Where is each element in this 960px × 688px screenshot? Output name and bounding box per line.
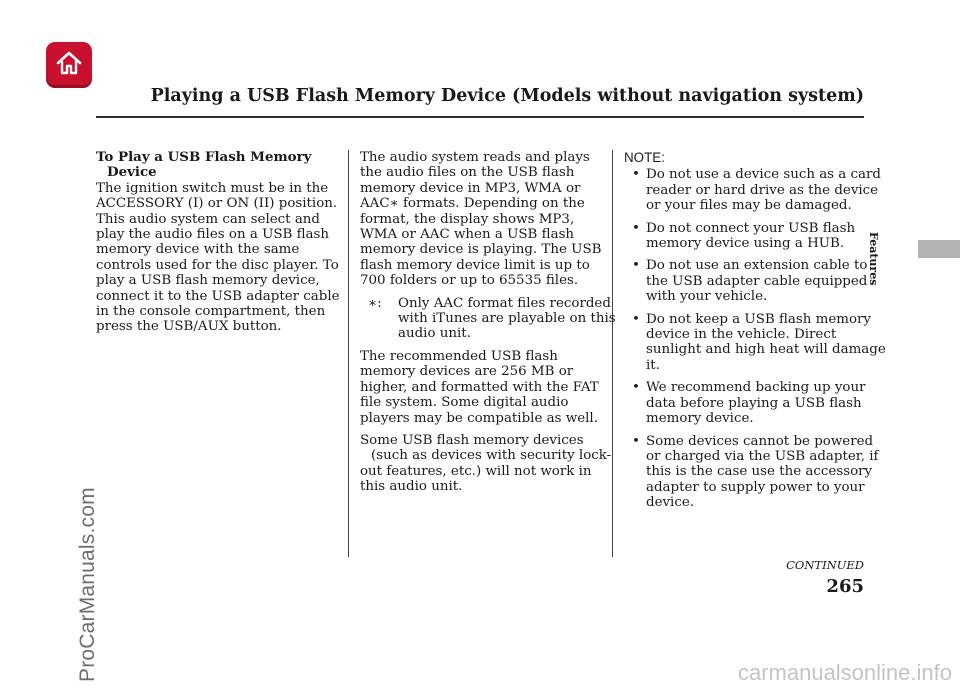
column-1	[96, 150, 340, 335]
note-item: • We recommend backing up your data before playing a USB flash memory device.	[632, 380, 866, 427]
recommended-paragraph: The recommended USB flash memory devices are 256 MB or higher, and formatted with the FAT file system. Some digital audio players may be compatible as well.	[360, 348, 599, 426]
bottom-watermark: carmanualsonline.info	[737, 660, 952, 685]
footnote-mark: ∗:	[368, 295, 382, 311]
page-title: Playing a USB Flash Memory Device (Models without navigation system)	[150, 86, 864, 106]
bullet-icon: •	[632, 433, 640, 449]
note-label: NOTE:	[624, 150, 665, 165]
section-heading: To Play a USB Flash Memory Device	[96, 149, 312, 181]
section-tab[interactable]	[918, 240, 960, 258]
note-item: • Do not connect your USB flash memory device using a HUB.	[632, 220, 856, 252]
column-divider	[348, 150, 349, 557]
note-item: • Do not use a device such as a card reader or hard drive as the device or your files may be damaged.	[632, 167, 882, 214]
section-tab-label: Features	[867, 232, 880, 286]
column-3	[624, 150, 886, 518]
side-watermark: ProCarManuals.com	[76, 487, 99, 682]
bullet-icon: •	[632, 380, 640, 396]
note-item: • Some devices cannot be powered or charged via the USB adapter, if this is the case use the accessory adapter to supply power to your device.	[632, 433, 879, 511]
format-paragraph: The audio system reads and plays the audio files on the USB flash memory device in MP3, WMA or AAC∗ formats. Depending on the format, the display shows MP3, WMA or AAC when a USB flash memory device is playing. The USB flash memory device limit is up to 700 folders or up to 65535 files.	[360, 150, 602, 289]
bullet-icon: •	[632, 311, 640, 327]
page-number: 265	[826, 576, 864, 597]
column-2	[360, 150, 616, 502]
compatibility-paragraph: Some USB flash memory devices (such as devices with security lock- out features, etc.) will not work in this audio unit.	[360, 432, 612, 495]
home-icon	[55, 50, 83, 80]
note-item: • Do not use an extension cable to the USB adapter cable equipped with your vehicle.	[632, 258, 868, 305]
bullet-icon: •	[632, 220, 640, 236]
title-rule	[96, 116, 864, 118]
continued-label: CONTINUED	[786, 558, 864, 572]
instruction-paragraph: The ignition switch must be in the ACCESSORY (I) or ON (II) position. This audio system can select and play the audio files on a USB flash memory device with the same controls used for the disc player. To play a USB flash memory device, connect it to the USB adapter cable in the console compartment, then press the USB/AUX button.	[96, 180, 340, 335]
note-item: • Do not keep a USB flash memory device in the vehicle. Direct sunlight and high heat will damage it.	[632, 311, 886, 373]
footnote: ∗: Only AAC format files recorded with iTunes are playable on this audio unit.	[368, 295, 616, 342]
home-button[interactable]	[46, 42, 92, 88]
bullet-icon: •	[632, 258, 640, 274]
bullet-icon: •	[632, 167, 640, 183]
